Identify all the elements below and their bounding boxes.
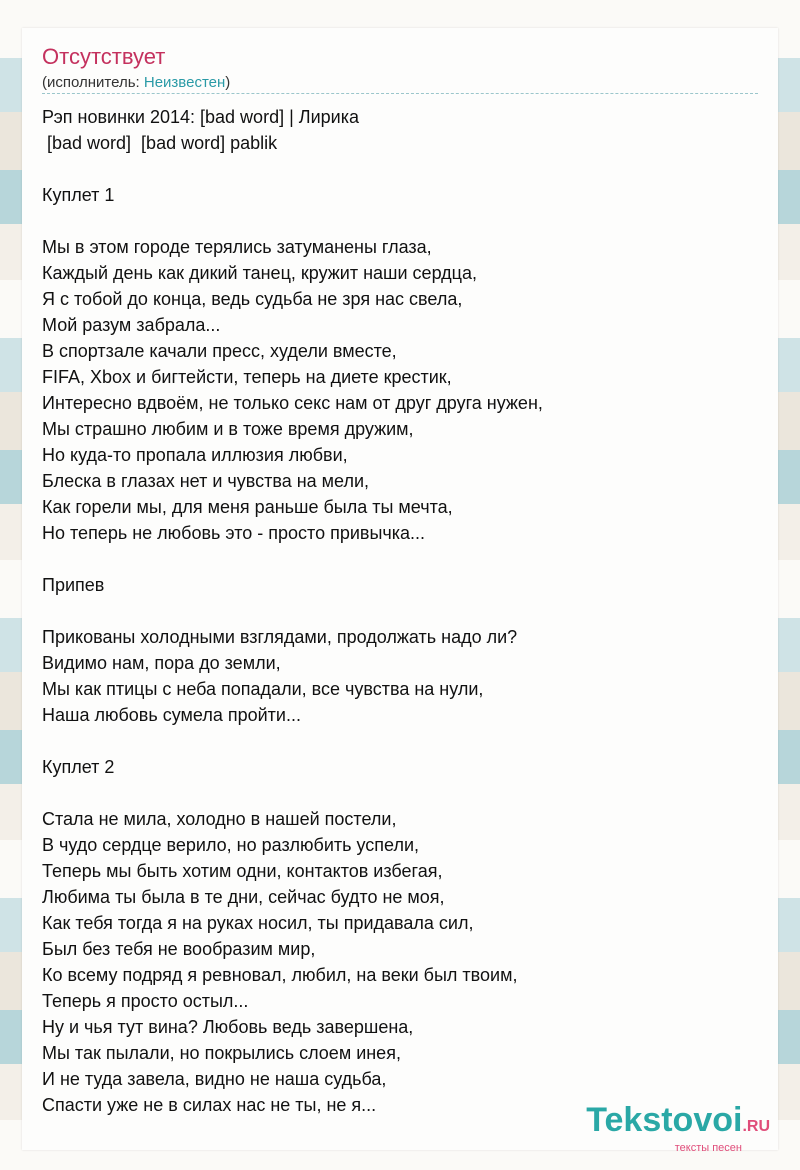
lyric-line: Но куда-то пропала иллюзия любви, xyxy=(42,445,348,465)
lyric-line: Как тебя тогда я на руках носил, ты придавала сил, xyxy=(42,913,474,933)
lyric-line: Я с тобой до конца, ведь судьба не зря нас свела, xyxy=(42,289,463,309)
lyric-line: [bad word] [bad word] pablik xyxy=(42,133,278,153)
lyric-line: И не туда завела, видно не наша судьба, xyxy=(42,1069,387,1089)
lyric-line: Мы так пылали, но покрылись слоем инея, xyxy=(42,1043,401,1063)
lyric-line: Ко всему подряд я ревновал, любил, на веки был твоим, xyxy=(42,965,518,985)
lyric-line xyxy=(42,598,762,624)
lyric-line: Блеска в глазах нет и чувства на мели, xyxy=(42,471,370,491)
lyric-line: Но теперь не любовь это - просто привычка... xyxy=(42,523,426,543)
lyric-line: Любима ты была в те дни, сейчас будто не моя, xyxy=(42,887,445,907)
artist-suffix: ) xyxy=(225,74,231,91)
lyric-line xyxy=(42,780,762,806)
lyric-line: Мы в этом городе терялись затуманены глаза, xyxy=(42,237,432,257)
lyrics-body xyxy=(42,104,762,1118)
artist-link[interactable]: Неизвестен xyxy=(143,74,226,91)
lyric-line: Куплет 1 xyxy=(42,185,115,205)
lyric-line: Интересно вдвоём, не только секс нам от друг друга нужен, xyxy=(42,393,543,413)
lyric-line: Прикованы холодными взглядами, продолжать надо ли? xyxy=(42,627,518,647)
lyric-line: Как горели мы, для меня раньше была ты мечта, xyxy=(42,497,453,517)
lyric-line: Каждый день как дикий танец, кружит наши сердца, xyxy=(42,263,477,283)
lyric-line: Спасти уже не в силах нас не ты, не я... xyxy=(42,1095,377,1115)
lyric-line: В спортзале качали пресс, худели вместе, xyxy=(42,341,397,361)
lyric-line: Рэп новинки 2014: [bad word] | Лирика xyxy=(42,107,359,127)
lyric-line: В чудо сердце верило, но разлюбить успели, xyxy=(42,835,420,855)
artist-prefix: (исполнитель: xyxy=(42,74,144,91)
lyric-line: Мы страшно любим и в тоже время дружим, xyxy=(42,419,414,439)
lyric-line: Наша любовь сумела пройти... xyxy=(42,705,301,725)
lyric-line: Ну и чья тут вина? Любовь ведь завершена, xyxy=(42,1017,414,1037)
site-logo[interactable] xyxy=(586,1103,770,1154)
lyric-line: FIFA, Xbox и бигтейсти, теперь на диете крестик, xyxy=(42,367,452,387)
artist-line xyxy=(42,74,230,92)
lyric-line: Мой разум забрала... xyxy=(42,315,221,335)
logo-tld: .RU xyxy=(742,1118,770,1135)
lyric-line: Теперь я просто остыл... xyxy=(42,991,249,1011)
lyric-line: Видимо нам, пора до земли, xyxy=(42,653,281,673)
lyric-line xyxy=(42,728,762,754)
lyric-line: Был без тебя не вообразим мир, xyxy=(42,939,316,959)
header-divider xyxy=(42,93,758,94)
lyric-line xyxy=(42,208,762,234)
logo-tagline: тексты песен xyxy=(674,1142,742,1154)
lyric-line xyxy=(42,546,762,572)
lyric-line: Припев xyxy=(42,575,105,595)
lyric-line: Теперь мы быть хотим одни, контактов избегая, xyxy=(42,861,443,881)
lyric-line: Мы как птицы с неба попадали, все чувства на нули, xyxy=(42,679,484,699)
lyric-line xyxy=(42,156,762,182)
lyric-line: Стала не мила, холодно в нашей постели, xyxy=(42,809,397,829)
lyrics-card xyxy=(22,28,778,1150)
lyric-line: Куплет 2 xyxy=(42,757,115,777)
logo-name: Tekstovoi xyxy=(586,1101,743,1139)
song-title: Отсутствует xyxy=(42,44,166,69)
